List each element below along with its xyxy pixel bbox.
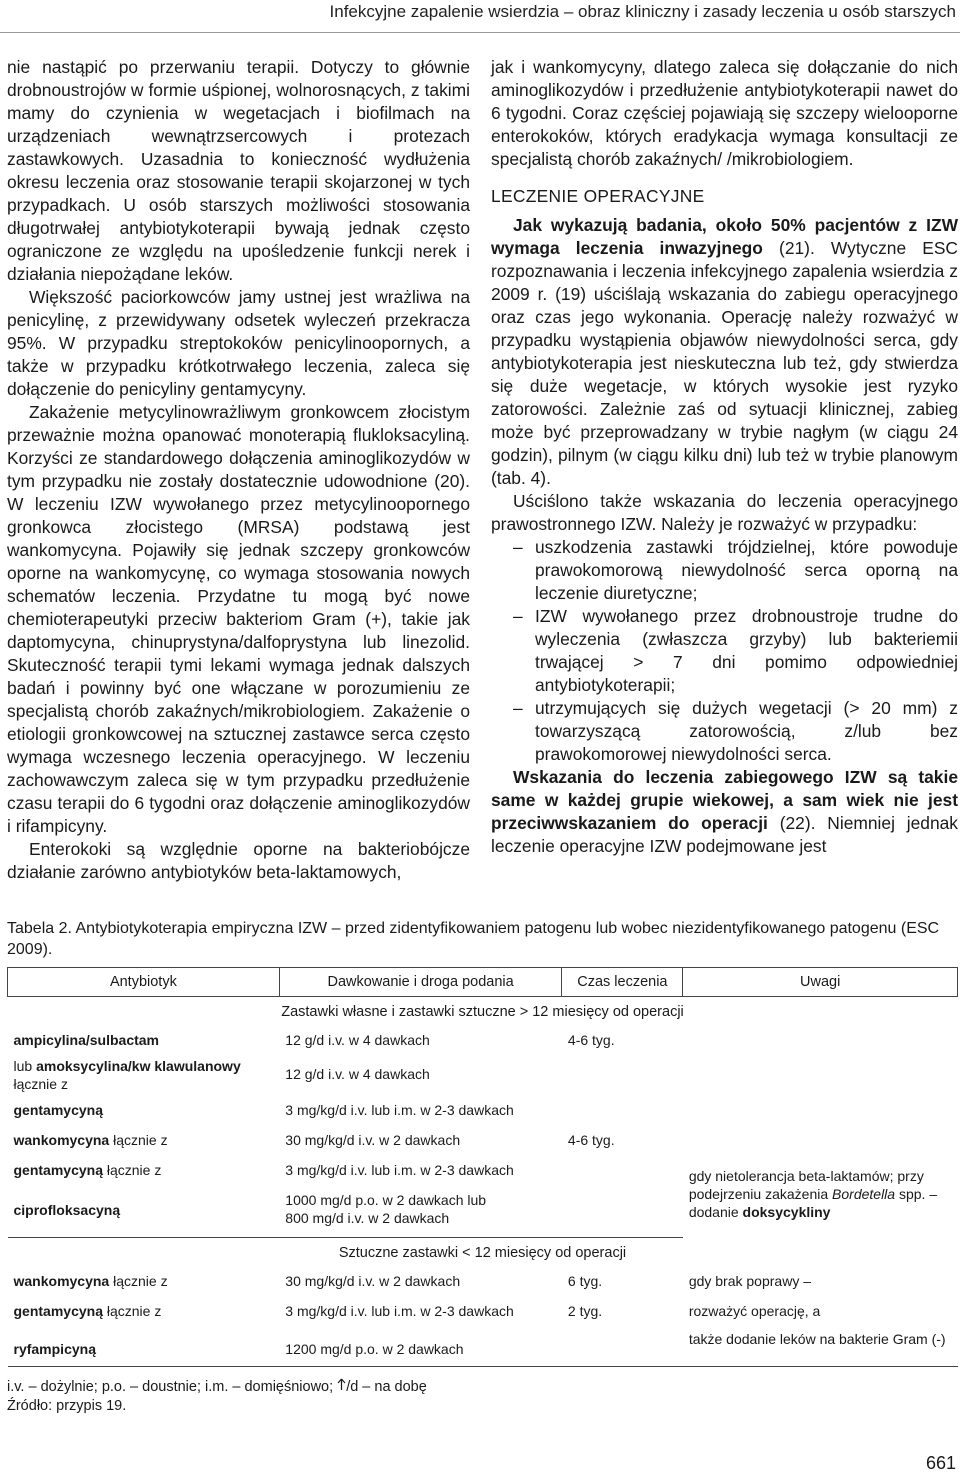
table-row <box>8 1123 958 1153</box>
table-row <box>8 1324 958 1367</box>
source-line: Źródło: przypis 19. <box>7 1398 127 1414</box>
dose-cell: 3 mg/kg/d i.v. lub i.m. w 2-3 dawkach <box>285 1162 514 1178</box>
list-item: – uszkodzenia zastawki trójdzielnej, które powoduje prawokomorową niewydolność serca oporną na leczenie diuretyczne; <box>491 536 958 605</box>
table-row <box>8 1097 958 1123</box>
right-column <box>491 56 958 858</box>
list-item: – IZW wywołanego przez drobnoustroje trudne do wyleczenia (zwłaszcza grzyby) lub bakteriemii trwającej > 7 dni pomimo odpowiedniej antybiotykoterapii; <box>491 605 958 697</box>
drug-prefix: lub <box>13 1058 37 1074</box>
drug-name: ryfampicyną <box>13 1341 96 1357</box>
group-label: Zastawki własne i zastawki sztuczne > 12 miesięcy od operacji <box>281 1004 684 1020</box>
notes-cell: gdy nietolerancja beta-laktamów; przy podejrzeniu zakażenia Bordetella spp. – dodanie doksycykliny <box>688 1168 938 1220</box>
table-row <box>8 1268 958 1294</box>
left-paragraph-4: Enterokoki są względnie oporne na bakteriobójcze działanie zarówno antybiotyków beta-laktamowych, <box>7 839 470 882</box>
drug-name: ciprofloksacyną <box>13 1202 121 1218</box>
right-paragraph-4 <box>491 766 958 858</box>
right-paragraph-2 <box>491 214 958 490</box>
header-dawkowanie: Dawkowanie i droga podania <box>279 968 562 997</box>
page-number: 661 <box>925 1453 956 1473</box>
header-uwagi: Uwagi <box>683 968 958 997</box>
drug-name: gentamycyną <box>13 1102 103 1118</box>
dose-cell: 30 mg/kg/d i.v. w 2 dawkach <box>285 1273 461 1289</box>
table-row <box>8 1027 958 1053</box>
drug-suffix: łącznie z <box>109 1273 168 1289</box>
drug-name: gentamycyną <box>13 1303 103 1319</box>
section-heading: LECZENIE OPERACYJNE <box>491 186 705 206</box>
drug-suffix: łącznie z <box>109 1132 168 1148</box>
group-row-1 <box>8 997 958 1028</box>
emphasis-text: Jak wykazują badania, około 50% pacjentów z IZW wymaga leczenia inwazyjnego <box>491 215 958 258</box>
antibiotic-table <box>7 967 958 1367</box>
group-row-2 <box>8 1238 958 1269</box>
table-header-row <box>8 968 958 997</box>
dose-cell: 3 mg/kg/d i.v. lub i.m. w 2-3 dawkach <box>285 1303 514 1319</box>
drug-suffix: łącznie z <box>13 1076 68 1092</box>
dose-cell: 1000 mg/d p.o. w 2 dawkach lub 800 mg/d i.v. w 2 dawkach <box>279 1183 562 1238</box>
left-column <box>7 56 470 884</box>
paragraph-text: (22). Niemniej jednak leczenie operacyjne IZW podejmowane jest <box>491 813 958 856</box>
emphasis-text: Wskazania do leczenia zabiegowego IZW są takie same w każdej grupie wiekowej, a sam wiek nie jest przeciwwskazaniem do operacji <box>491 767 958 833</box>
dose-cell: 30 mg/kg/d i.v. w 2 dawkach <box>285 1132 461 1148</box>
left-paragraph-2: Większość paciorkowców jamy ustnej jest wrażliwa na penicylinę, z przewidywany odsetek wyleczeń przekracza 95%. W przypadku streptokoków penicylinoopornych, a także w przypadku krótkotrwałego leczenia, zaleca się dołączenie do penicyliny gentamycyny. <box>7 287 470 399</box>
table-row <box>8 1294 958 1324</box>
drug-suffix: łącznie z <box>102 1162 162 1178</box>
dose-cell: 3 mg/kg/d i.v. lub i.m. w 2-3 dawkach <box>285 1102 514 1118</box>
header-czas: Czas leczenia <box>562 968 683 997</box>
notes-cell: gdy brak poprawy – <box>688 1273 811 1289</box>
indication-list <box>491 536 958 766</box>
abbreviations-line: i.v. – dożylnie; p.o. – doustnie; i.m. – domięśniowo; /d – na dobę <box>7 1379 427 1395</box>
notes-cell: także dodanie leków na bakterie Gram (-) <box>683 1324 958 1367</box>
header-antybiotyk: Antybiotyk <box>8 968 280 997</box>
header-divider <box>0 32 960 33</box>
drug-name: wankomycyna <box>13 1273 110 1289</box>
dose-cell: 12 g/d i.v. w 4 dawkach <box>285 1032 430 1048</box>
table-row <box>8 1153 958 1183</box>
duration-cell: 2 tyg. <box>567 1303 603 1319</box>
group-label: Sztuczne zastawki < 12 miesięcy od operacji <box>338 1245 627 1261</box>
list-item: – utrzymujących się dużych wegetacji (> 20 mm) z towarzyszącą zatorowością, z/lub bez prawokomorowej niewydolności serca. <box>491 697 958 766</box>
paragraph-text: (21). Wytyczne ESC rozpoznawania i leczenia infekcyjnego zapalenia wsierdzia z 2009 r. (19) uściślają wskazania do zabiegu operacyjnego oraz czas jego wykonania. Operację należy rozważyć w przypadku wystąpienia objawów niewydolności serca, gdy antybiotykoterapia jest nieskuteczna lub też, gdy stwierdza się duże wegetacje, w których wysokie jest ryzyko zatorowości. Zależnie zaś od sytuacji klinicznej, zabieg może być przeprowadzany w trybie nagłym (w ciągu 24 godzin), pilnym (w ciągu kilku dni) lub też w trybie planowym (tab. 4). <box>491 238 958 488</box>
drug-name: doksycykliny <box>742 1204 831 1220</box>
running-header: Infekcyjne zapalenie wsierdzia – obraz kliniczny i zasady leczenia u osób starszych <box>329 2 956 21</box>
drug-name: amoksycylina/kw klawulanowy <box>36 1058 241 1074</box>
dose-cell: 12 g/d i.v. w 4 dawkach <box>285 1066 430 1082</box>
right-paragraph-3: Uściślono także wskazania do leczenia operacyjnego prawostronnego IZW. Należy je rozważyć w przypadku: <box>491 491 958 534</box>
right-paragraph-1: jak i wankomycyny, dlatego zaleca się dołączanie do nich aminoglikozydów i przedłużenie antybiotykoterapii nawet do 6 tygodni. Coraz częściej pojawiają się szczepy wielooporne enterokoków, których eradykacja wymaga konsultacji ze specjalistą chorób zakaźnych/ /mikrobiologiem. <box>491 57 958 169</box>
notes-cell: rozważyć operację, a <box>688 1303 821 1319</box>
duration-cell: 4-6 tyg. <box>567 1132 615 1148</box>
table-row <box>8 1053 958 1097</box>
drug-name: gentamycyną <box>13 1162 103 1178</box>
duration-cell: 6 tyg. <box>567 1273 603 1289</box>
duration-cell: 4-6 tyg. <box>567 1032 615 1048</box>
drug-suffix: łącznie z <box>102 1303 162 1319</box>
left-paragraph-3: Zakażenie metycylinowrażliwym gronkowcem złocistym przeważnie można opanować monoterapią flukloksacyliną. Korzyści ze standardowego dołączenia aminoglikozydów w tym przypadku nie zostały dostatecznie udowodnione (20). W leczeniu IZW wywołanego przez metycylinoopornego gronkowca złocistego (MRSA) podstawą jest wankomycyna. Pojawiły się jednak szczepy gronkowców oporne na wankomycynę, co wymaga stosowania nowych schematów leczenia. Przydatne tu mogą być nowe chemioterapeutyki przeciw bakteriom Gram (+), takie jak daptomycyna, chinuprystyna/dalfoprystyna lub linezolid. Skuteczność terapii tymi lekami wymaga jednak dalszych badań i powinny być one włączane w porozumieniu ze specjalistą chorób zakaźnych/mikrobiologiem. Zakażenie o etiologii gronkowcowej na sztucznej zastawce serca często wymaga wczesnego leczenia operacyjnego. W leczeniu zachowawczym zaleca się w tym przypadku przedłużenie czasu terapii do 6 tygodni oraz dołączenie aminoglikozydów i rifampicyny. <box>7 402 470 836</box>
left-paragraph-1: nie nastąpić po przerwaniu terapii. Dotyczy to głównie drobnoustrojów w formie uśpionej, wolnorosnących, z takimi mamy do czynienia w wegetacjach i biofilmach na urządzeniach wewnątrzsercowych i protezach zastawkowych. Uzasadnia to konieczność wydłużenia okresu leczenia oraz stosowanie terapii skojarzonej w tych przypadkach. U osób starszych możliwości stosowania długotrwałej antybiotykoterapii bywają jednak często ograniczone ze względu na upośledzenie funkcji nerek i działania niepożądane leków. <box>7 57 470 284</box>
drug-name: wankomycyna <box>13 1132 110 1148</box>
table-footnote <box>7 1378 427 1416</box>
organism-name: Bordetella <box>832 1186 896 1202</box>
table-caption: Tabela 2. Antybiotykoterapia empiryczna IZW – przed zidentyfikowaniem patogenu lub wobec niezidentyfikowanego patogenu (ESC 2009). <box>7 920 940 958</box>
drug-name: ampicylina/sulbactam <box>13 1032 160 1048</box>
arrow-up-icon <box>337 1378 346 1397</box>
dose-cell: 1200 mg/d p.o. w 2 dawkach <box>279 1324 562 1367</box>
